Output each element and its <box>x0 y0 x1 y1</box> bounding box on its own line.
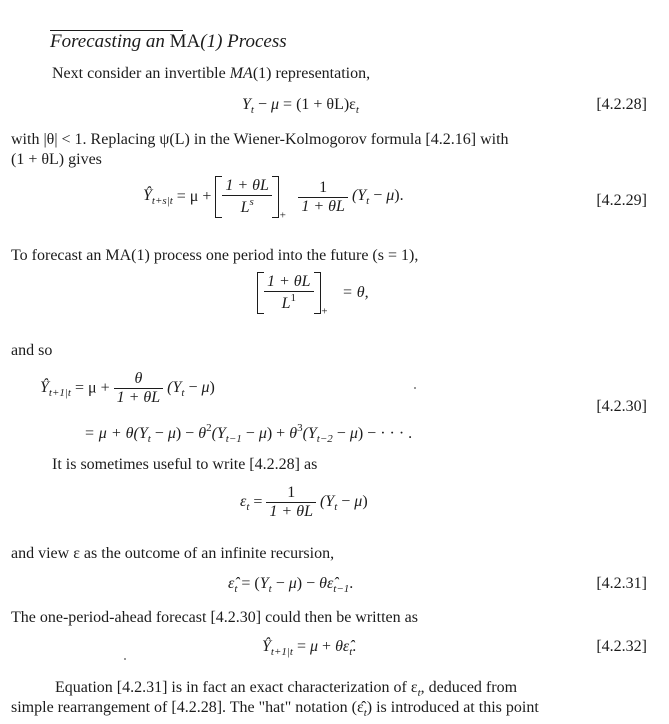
section-title: Forecasting an MA(1) Process <box>50 31 287 52</box>
speck <box>414 387 416 389</box>
paragraph-equation-characterization: Equation [4.2.31] is in fact an exact characterization of $\varepsilon_t$, deduced from <box>55 679 518 699</box>
paragraph-one-period-ahead: The one-period-ahead forecast [4.2.30] could then be written as <box>11 609 418 626</box>
equation-4-2-28: $Y_t - \mu = (1 + \theta L)\varepsilon_t$ <box>242 96 359 116</box>
paragraph-replacing: with |θ| < 1. Replacing ψ(L) in the Wiener-Kolmogorov formula [4.2.16] with <box>11 131 509 148</box>
equation-epsilon: $\varepsilon_t$ = $\frac{1}{1 + \theta L}$ $(Y_t - \mu)$ <box>240 484 368 520</box>
paragraph-recursion: and view ε as the outcome of an infinite recursion, <box>11 545 335 562</box>
equation-number: [4.2.30] <box>596 398 647 415</box>
paragraph-one-period: To forecast an MA(1) process one period into the future (s = 1), <box>11 247 419 264</box>
paragraph-and-so: and so <box>11 342 53 359</box>
equation-4-2-29: $Ŷ_{t+s|t} = \mu$ + $\frac{1 + \theta L}{L^s}$ $_+$ $\frac{1}{1 + \theta L}$ $(Y_t - \mu)$. <box>143 177 404 222</box>
speck <box>124 658 126 660</box>
equation-s-equals-1: $\frac{1 + \theta L}{L^1}$ $_+$ = θ, <box>257 272 369 318</box>
equation-number: [4.2.31] <box>596 575 647 592</box>
paragraph-replacing-cont: (1 + θL) gives <box>11 151 102 168</box>
paragraph-invertible-ma: Next consider an invertible MA(1) representation, <box>52 65 371 82</box>
equation-number: [4.2.32] <box>596 638 647 655</box>
equation-4-2-32: $Ŷ_{t+1|t} = \mu$ + $\theta\varepsilon̂_t$. <box>262 638 357 658</box>
equation-4-2-30-line1: $Ŷ_{t+1|t} = \mu$ + $\frac{\theta}{1 + \theta L}$ $(Y_t - \mu)$ <box>40 370 215 406</box>
equation-4-2-30-line2: = $\mu + \theta(Y_t - \mu) - \theta^2(Y_{t-1} - \mu) + \theta^3(Y_{t-2} - \mu)$ − · · · . <box>84 422 413 445</box>
equation-4-2-31: $\varepsilon̂_t = (Y_t - \mu)$ − $\theta\varepsilon̂_{t-1}$. <box>228 575 354 595</box>
equation-number: [4.2.28] <box>596 96 647 113</box>
equation-number: [4.2.29] <box>596 192 647 209</box>
paragraph-useful: It is sometimes useful to write [4.2.28] as <box>52 456 318 473</box>
paragraph-hat-notation: simple rearrangement of [4.2.28]. The "hat" notation $(\varepsilon̂_t)$ is introduced at this point <box>11 699 539 719</box>
